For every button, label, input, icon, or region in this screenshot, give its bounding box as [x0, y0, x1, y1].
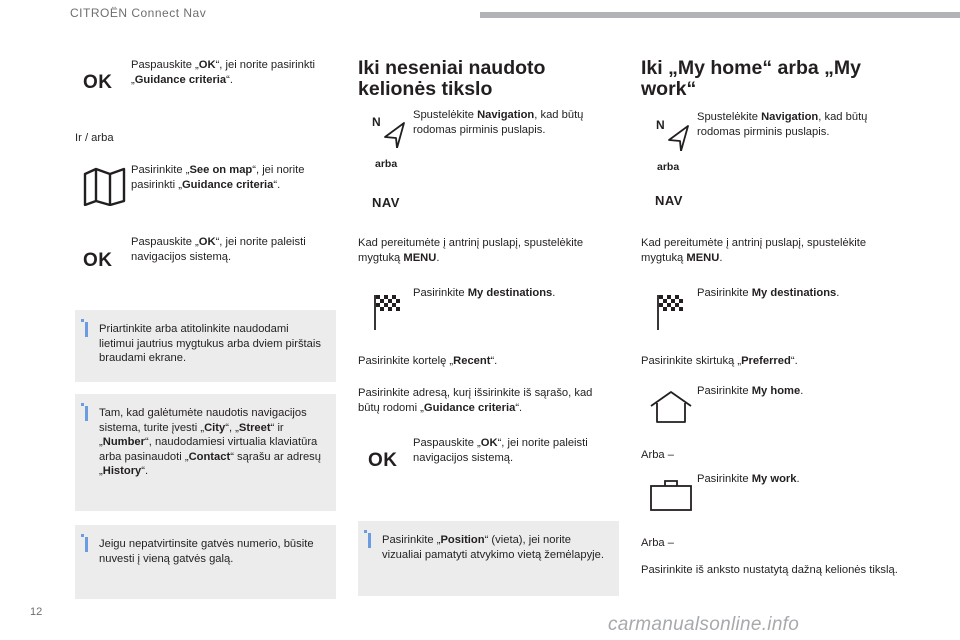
note-box-address: [75, 394, 336, 511]
col3-step1: Spustelėkite Navigation, kad būtų rodomas pirminis puslapis.: [697, 111, 868, 138]
nav-button-icon: NAV: [372, 195, 400, 210]
note-text: Tam, kad galėtumėte naudotis navigacijos sistema, turite įvesti „City“, „Street“ ir „Number“, naudodamiesi virtualia klaviatūra arba pasinaudoti „Contact“ sąrašu ar adresų „History“.: [99, 407, 322, 477]
info-icon: [85, 537, 88, 552]
arba-label: arba: [657, 161, 680, 173]
col3-step4: Pasirinkite My work.: [697, 473, 800, 485]
note-text: Jeigu nepatvirtinsite gatvės numerio, būsite nuvesti į vieną gatvės galą.: [99, 538, 314, 565]
col1-step1: Paspauskite „OK“, jei norite pasirinkti „Guidance criteria“.: [131, 59, 316, 86]
note-box-zoom: [75, 310, 336, 382]
col1-step2: Pasirinkite „See on map“, jei norite pasirinkti „Guidance criteria“.: [131, 164, 305, 191]
col3-step2: Pasirinkite My destinations.: [697, 287, 840, 299]
ok-icon: OK: [83, 72, 113, 93]
svg-text:N: N: [372, 115, 381, 129]
navigation-arrow-icon: [370, 114, 410, 148]
note-text: Priartinkite arba atitolinkite naudodami lietimui jautrius mygtukus arba dviem pirštais braudami ekrane.: [99, 323, 321, 364]
header-title: CITROËN Connect Nav: [70, 6, 207, 20]
info-icon: [85, 322, 88, 337]
info-icon: [85, 406, 88, 421]
nav-button-icon: NAV: [655, 193, 683, 208]
col1-step3: Paspauskite „OK“, jei norite paleisti navigacijos sistemą.: [131, 236, 306, 263]
col2-para2: Pasirinkite kortelę „Recent“.: [358, 355, 498, 367]
map-icon: [80, 166, 130, 206]
col3-para1: Kad pereitumėte į antrinį puslapį, spustelėkite mygtuką MENU.: [641, 237, 867, 264]
col1-or-text: Ir / arba: [75, 132, 114, 144]
col3-heading: Iki „My home“ arba „My work“: [641, 57, 861, 100]
col3-step3: Pasirinkite My home.: [697, 385, 804, 397]
arba-label: arba: [375, 158, 398, 170]
col2-para1: Kad pereitumėte į antrinį puslapį, spustelėkite mygtuką MENU.: [358, 237, 584, 264]
col2-step1: Spustelėkite Navigation, kad būtų rodomas pirminis puslapis.: [413, 109, 584, 136]
col2-step3: Paspauskite „OK“, jei norite paleisti navigacijos sistemą.: [413, 437, 588, 464]
checkered-flag-icon: [655, 293, 687, 331]
col3-or2: Arba –: [641, 537, 674, 549]
briefcase-icon: [648, 478, 694, 512]
ok-icon: OK: [83, 250, 113, 271]
navigation-arrow-icon: [654, 117, 694, 151]
col3-para2: Pasirinkite skirtuką „Preferred“.: [641, 355, 798, 367]
note-box-position: [358, 521, 619, 596]
info-icon: [368, 533, 371, 548]
header-bar: [480, 12, 960, 18]
col2-heading: Iki neseniai naudoto kelionės tikslo: [358, 57, 546, 100]
col3-or1: Arba –: [641, 449, 674, 461]
col3-para3: Pasirinkite iš anksto nustatytą dažną kelionės tikslą.: [641, 564, 898, 576]
page-number: 12: [30, 606, 43, 618]
note-box-street-number: [75, 525, 336, 599]
svg-text:N: N: [656, 118, 665, 132]
watermark: carmanualsonline.info: [608, 614, 800, 635]
note-text: Pasirinkite „Position“ (vieta), jei norite vizualiai pamatyti atvykimo vietą žemėlapyje.: [382, 534, 604, 561]
checkered-flag-icon: [372, 293, 404, 331]
col2-para3: Pasirinkite adresą, kurį išsirinkite iš sąrašo, kad būtų rodomi „Guidance criteria“.: [358, 387, 593, 414]
ok-icon: OK: [368, 450, 398, 471]
home-icon: [648, 390, 694, 424]
col2-step2: Pasirinkite My destinations.: [413, 287, 556, 299]
